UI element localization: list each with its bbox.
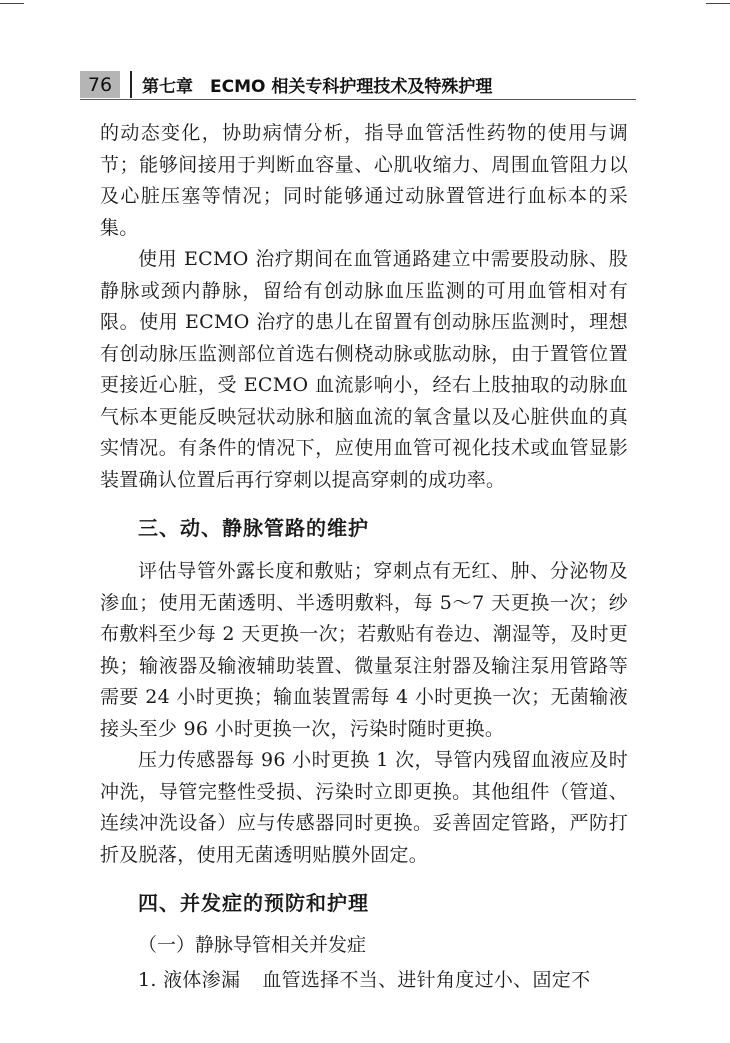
page-number: 76 xyxy=(80,71,120,98)
list-item-text: 血管选择不当、进针角度过小、固定不 xyxy=(262,969,591,991)
paragraph-arterial-monitoring: 使用 ECMO 治疗期间在血管通路建立中需要股动脉、股静脉或颈内静脉，留给有创动脉血压监测的可用血管相对有限。使用 ECMO 治疗的患儿在留置有创动脉压监测时，理想有创动脉压监测部位首选右侧桡动脉或肱动脉，由于置管位置更接近心脏，受 ECMO 血流影响小，经右上肢抽取的动脉血气标本更能反映冠状动脉和脑血流的氧含量以及心脏供血的真实情况。有条件的情况下，应使用血管可视化技术或血管显影装置确认位置后再行穿刺以提高穿刺的成功率。 xyxy=(100,248,628,491)
section-heading-line-maintenance: 三、动、静脉管路的维护 xyxy=(138,516,369,540)
body-text xyxy=(100,118,628,995)
paragraph-pressure-sensor: 压力传感器每 96 小时更换 1 次，导管内残留血液应及时冲洗，导管完整性受损、污染时立即更换。其他组件（管道、连续冲洗设备）应与传感器同时更换。妥善固定管路，严防打折及脱落，使用无菌透明贴膜外固定。 xyxy=(100,749,628,866)
subsection-heading-venous-catheter: （一）静脉导管相关并发症 xyxy=(138,934,367,956)
section-heading-complications: 四、并发症的预防和护理 xyxy=(138,891,369,915)
header-divider xyxy=(130,71,132,98)
running-header xyxy=(80,71,636,98)
header-underline xyxy=(80,99,636,100)
crop-mark-right xyxy=(706,0,730,4)
paragraph-dressing-maintenance: 评估导管外露长度和敷贴；穿刺点有无红、肿、分泌物及渗血；使用无菌透明、半透明敷料，每 5～7 天更换一次；纱布敷料至少每 2 天更换一次；若敷贴有卷边、潮湿等，及时更换；输液器及输液辅助装置、微量泵注射器及输注泵用管路等需要 24 小时更换；输血装置需每 4 小时更换一次；无菌输液接头至少 96 小时更换一次，污染时随时更换。 xyxy=(100,560,628,740)
chapter-title: 第七章 ECMO 相关专科护理技术及特殊护理 xyxy=(142,77,493,97)
list-item-title: 1. 液体渗漏 xyxy=(138,969,241,991)
list-item-fluid-leakage xyxy=(138,965,628,995)
paragraph-continued: 的动态变化，协助病情分析，指导血管活性药物的使用与调节；能够间接用于判断血容量、心肌收缩力、周围血管阻力以及心脏压塞等情况；同时能够通过动脉置管进行血标本的采集。 xyxy=(100,122,628,239)
crop-mark-left xyxy=(0,0,24,4)
